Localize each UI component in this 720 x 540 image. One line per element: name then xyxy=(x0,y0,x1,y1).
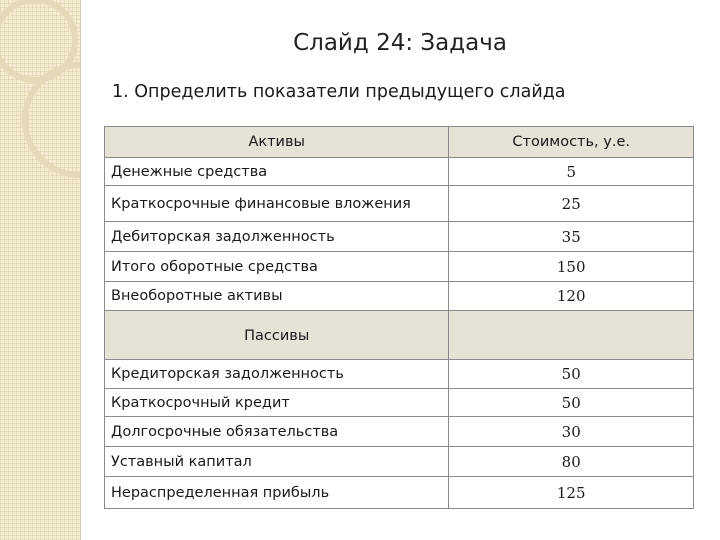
row-value: 150 xyxy=(449,252,694,282)
table-row xyxy=(105,360,694,389)
table-row xyxy=(105,252,694,282)
table-row xyxy=(105,477,694,509)
table-row xyxy=(105,222,694,252)
table-row xyxy=(105,447,694,477)
header-assets: Активы xyxy=(105,127,449,158)
row-label: Нераспределенная прибыль xyxy=(105,477,449,509)
table-row xyxy=(105,186,694,222)
section-empty-cell xyxy=(449,311,694,360)
row-value: 50 xyxy=(449,360,694,389)
table-row xyxy=(105,158,694,186)
section-label-liabilities: Пассивы xyxy=(105,311,449,360)
row-value: 5 xyxy=(449,158,694,186)
row-label: Дебиторская задолженность xyxy=(105,222,449,252)
row-label: Итого оборотные средства xyxy=(105,252,449,282)
row-label: Внеоборотные активы xyxy=(105,282,449,311)
row-value: 25 xyxy=(449,186,694,222)
decorative-side-band xyxy=(0,0,80,540)
row-value: 80 xyxy=(449,447,694,477)
row-value: 30 xyxy=(449,417,694,447)
row-label: Долгосрочные обязательства xyxy=(105,417,449,447)
header-cost: Стоимость, у.е. xyxy=(449,127,694,158)
row-label: Кредиторская задолженность xyxy=(105,360,449,389)
row-value: 35 xyxy=(449,222,694,252)
table-row xyxy=(105,389,694,417)
row-value: 125 xyxy=(449,477,694,509)
liabilities-section-row xyxy=(105,311,694,360)
slide-title: Слайд 24: Задача xyxy=(293,30,507,56)
row-label: Денежные средства xyxy=(105,158,449,186)
row-label: Уставный капитал xyxy=(105,447,449,477)
row-value: 120 xyxy=(449,282,694,311)
row-value: 50 xyxy=(449,389,694,417)
balance-table xyxy=(104,126,694,509)
table-row xyxy=(105,417,694,447)
row-label: Краткосрочные финансовые вложения xyxy=(105,186,449,222)
table-row xyxy=(105,282,694,311)
decorative-circles xyxy=(0,0,80,540)
side-band-edge xyxy=(80,0,81,540)
table-header-row xyxy=(105,127,694,158)
row-label: Краткосрочный кредит xyxy=(105,389,449,417)
slide-subtitle: 1. Определить показатели предыдущего слайда xyxy=(112,82,566,102)
